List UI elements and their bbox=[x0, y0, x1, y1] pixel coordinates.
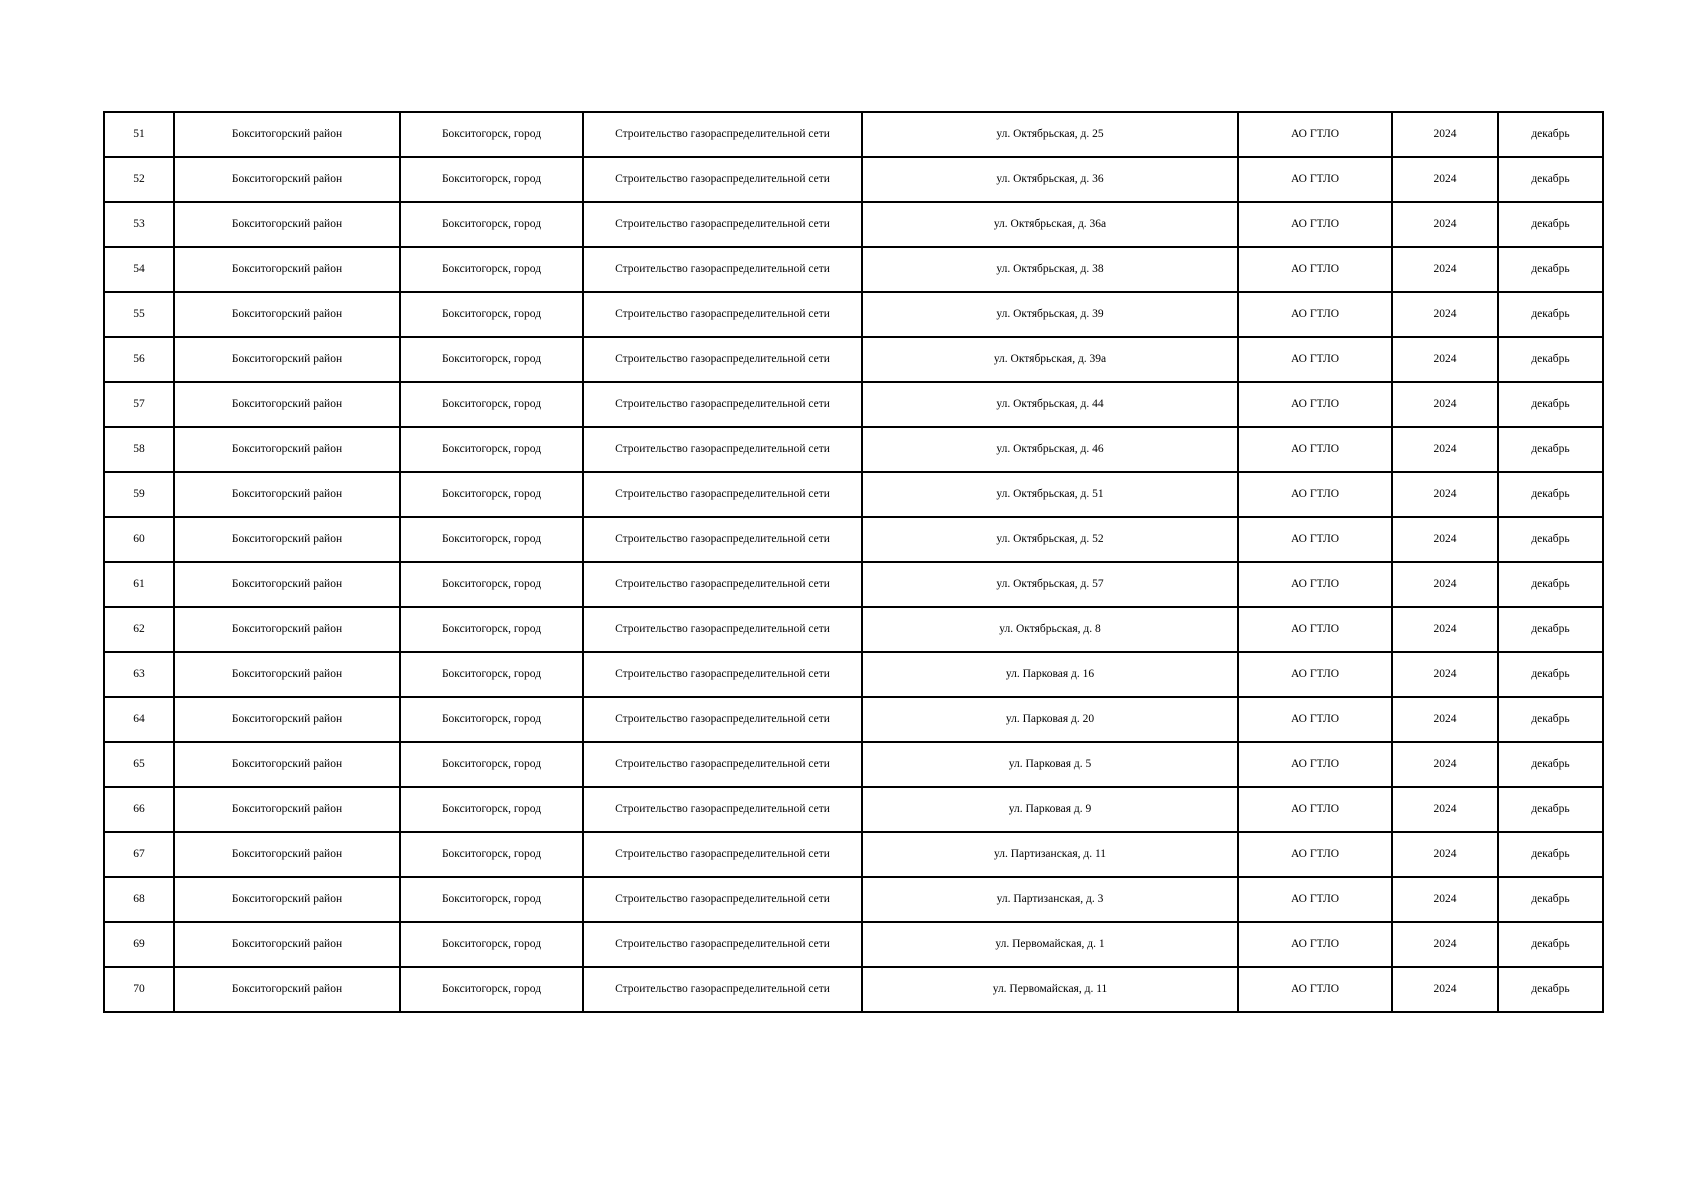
settlement-cell: Бокситогорск, город bbox=[400, 112, 583, 157]
contractor-cell: АО ГТЛО bbox=[1238, 427, 1392, 472]
work-type-cell: Строительство газораспределительной сети bbox=[583, 427, 862, 472]
settlement-cell: Бокситогорск, город bbox=[400, 517, 583, 562]
settlement-cell: Бокситогорск, город bbox=[400, 787, 583, 832]
table-row bbox=[104, 787, 1603, 832]
table-row bbox=[104, 697, 1603, 742]
settlement-cell: Бокситогорск, город bbox=[400, 337, 583, 382]
row-number-cell: 55 bbox=[104, 292, 174, 337]
settlement-cell: Бокситогорск, город bbox=[400, 922, 583, 967]
year-cell: 2024 bbox=[1392, 292, 1498, 337]
address-cell: ул. Первомайская, д. 11 bbox=[862, 967, 1238, 1012]
address-cell: ул. Октябрьская, д. 57 bbox=[862, 562, 1238, 607]
table-row bbox=[104, 922, 1603, 967]
year-cell: 2024 bbox=[1392, 697, 1498, 742]
month-cell: декабрь bbox=[1498, 652, 1603, 697]
row-number-cell: 67 bbox=[104, 832, 174, 877]
year-cell: 2024 bbox=[1392, 112, 1498, 157]
address-cell: ул. Октябрьская, д. 51 bbox=[862, 472, 1238, 517]
contractor-cell: АО ГТЛО bbox=[1238, 382, 1392, 427]
year-cell: 2024 bbox=[1392, 517, 1498, 562]
contractor-cell: АО ГТЛО bbox=[1238, 112, 1392, 157]
year-cell: 2024 bbox=[1392, 832, 1498, 877]
work-type-cell: Строительство газораспределительной сети bbox=[583, 697, 862, 742]
address-cell: ул. Парковая д. 9 bbox=[862, 787, 1238, 832]
district-cell: Бокситогорский район bbox=[174, 607, 400, 652]
district-cell: Бокситогорский район bbox=[174, 967, 400, 1012]
district-cell: Бокситогорский район bbox=[174, 427, 400, 472]
year-cell: 2024 bbox=[1392, 427, 1498, 472]
month-cell: декабрь bbox=[1498, 877, 1603, 922]
work-type-cell: Строительство газораспределительной сети bbox=[583, 337, 862, 382]
contractor-cell: АО ГТЛО bbox=[1238, 202, 1392, 247]
work-type-cell: Строительство газораспределительной сети bbox=[583, 517, 862, 562]
settlement-cell: Бокситогорск, город bbox=[400, 157, 583, 202]
month-cell: декабрь bbox=[1498, 427, 1603, 472]
row-number-cell: 66 bbox=[104, 787, 174, 832]
table-row bbox=[104, 832, 1603, 877]
table-row bbox=[104, 112, 1603, 157]
address-cell: ул. Октябрьская, д. 44 bbox=[862, 382, 1238, 427]
month-cell: декабрь bbox=[1498, 922, 1603, 967]
year-cell: 2024 bbox=[1392, 922, 1498, 967]
work-type-cell: Строительство газораспределительной сети bbox=[583, 652, 862, 697]
table-row bbox=[104, 877, 1603, 922]
contractor-cell: АО ГТЛО bbox=[1238, 517, 1392, 562]
settlement-cell: Бокситогорск, город bbox=[400, 202, 583, 247]
table-row bbox=[104, 517, 1603, 562]
settlement-cell: Бокситогорск, город bbox=[400, 742, 583, 787]
row-number-cell: 56 bbox=[104, 337, 174, 382]
work-type-cell: Строительство газораспределительной сети bbox=[583, 742, 862, 787]
settlement-cell: Бокситогорск, город bbox=[400, 382, 583, 427]
settlement-cell: Бокситогорск, город bbox=[400, 247, 583, 292]
district-cell: Бокситогорский район bbox=[174, 877, 400, 922]
table-row bbox=[104, 742, 1603, 787]
work-type-cell: Строительство газораспределительной сети bbox=[583, 247, 862, 292]
row-number-cell: 59 bbox=[104, 472, 174, 517]
contractor-cell: АО ГТЛО bbox=[1238, 337, 1392, 382]
table-row bbox=[104, 157, 1603, 202]
contractor-cell: АО ГТЛО bbox=[1238, 562, 1392, 607]
month-cell: декабрь bbox=[1498, 112, 1603, 157]
address-cell: ул. Октябрьская, д. 39 bbox=[862, 292, 1238, 337]
district-cell: Бокситогорский район bbox=[174, 697, 400, 742]
work-type-cell: Строительство газораспределительной сети bbox=[583, 202, 862, 247]
year-cell: 2024 bbox=[1392, 472, 1498, 517]
month-cell: декабрь bbox=[1498, 292, 1603, 337]
contractor-cell: АО ГТЛО bbox=[1238, 247, 1392, 292]
month-cell: декабрь bbox=[1498, 697, 1603, 742]
contractor-cell: АО ГТЛО bbox=[1238, 652, 1392, 697]
contractor-cell: АО ГТЛО bbox=[1238, 922, 1392, 967]
table-row bbox=[104, 427, 1603, 472]
year-cell: 2024 bbox=[1392, 337, 1498, 382]
contractor-cell: АО ГТЛО bbox=[1238, 292, 1392, 337]
month-cell: декабрь bbox=[1498, 967, 1603, 1012]
address-cell: ул. Октябрьская, д. 38 bbox=[862, 247, 1238, 292]
row-number-cell: 54 bbox=[104, 247, 174, 292]
year-cell: 2024 bbox=[1392, 247, 1498, 292]
month-cell: декабрь bbox=[1498, 517, 1603, 562]
settlement-cell: Бокситогорск, город bbox=[400, 832, 583, 877]
row-number-cell: 65 bbox=[104, 742, 174, 787]
district-cell: Бокситогорский район bbox=[174, 787, 400, 832]
address-cell: ул. Октябрьская, д. 36а bbox=[862, 202, 1238, 247]
address-cell: ул. Парковая д. 16 bbox=[862, 652, 1238, 697]
contractor-cell: АО ГТЛО bbox=[1238, 472, 1392, 517]
address-cell: ул. Октябрьская, д. 39а bbox=[862, 337, 1238, 382]
contractor-cell: АО ГТЛО bbox=[1238, 877, 1392, 922]
month-cell: декабрь bbox=[1498, 202, 1603, 247]
table-row bbox=[104, 382, 1603, 427]
month-cell: декабрь bbox=[1498, 382, 1603, 427]
address-cell: ул. Октябрьская, д. 8 bbox=[862, 607, 1238, 652]
district-cell: Бокситогорский район bbox=[174, 652, 400, 697]
row-number-cell: 58 bbox=[104, 427, 174, 472]
year-cell: 2024 bbox=[1392, 607, 1498, 652]
table-row bbox=[104, 337, 1603, 382]
district-cell: Бокситогорский район bbox=[174, 742, 400, 787]
work-type-cell: Строительство газораспределительной сети bbox=[583, 967, 862, 1012]
settlement-cell: Бокситогорск, город bbox=[400, 697, 583, 742]
table-row bbox=[104, 292, 1603, 337]
district-cell: Бокситогорский район bbox=[174, 382, 400, 427]
settlement-cell: Бокситогорск, город bbox=[400, 427, 583, 472]
work-type-cell: Строительство газораспределительной сети bbox=[583, 112, 862, 157]
row-number-cell: 62 bbox=[104, 607, 174, 652]
address-cell: ул. Парковая д. 20 bbox=[862, 697, 1238, 742]
address-cell: ул. Партизанская, д. 11 bbox=[862, 832, 1238, 877]
district-cell: Бокситогорский район bbox=[174, 562, 400, 607]
row-number-cell: 63 bbox=[104, 652, 174, 697]
settlement-cell: Бокситогорск, город bbox=[400, 472, 583, 517]
year-cell: 2024 bbox=[1392, 562, 1498, 607]
work-type-cell: Строительство газораспределительной сети bbox=[583, 877, 862, 922]
contractor-cell: АО ГТЛО bbox=[1238, 697, 1392, 742]
settlement-cell: Бокситогорск, город bbox=[400, 877, 583, 922]
district-cell: Бокситогорский район bbox=[174, 472, 400, 517]
year-cell: 2024 bbox=[1392, 877, 1498, 922]
address-cell: ул. Октябрьская, д. 36 bbox=[862, 157, 1238, 202]
row-number-cell: 53 bbox=[104, 202, 174, 247]
work-type-cell: Строительство газораспределительной сети bbox=[583, 787, 862, 832]
row-number-cell: 57 bbox=[104, 382, 174, 427]
contractor-cell: АО ГТЛО bbox=[1238, 607, 1392, 652]
work-type-cell: Строительство газораспределительной сети bbox=[583, 562, 862, 607]
table-row bbox=[104, 967, 1603, 1012]
table-row bbox=[104, 562, 1603, 607]
month-cell: декабрь bbox=[1498, 832, 1603, 877]
month-cell: декабрь bbox=[1498, 607, 1603, 652]
district-cell: Бокситогорский район bbox=[174, 517, 400, 562]
work-type-cell: Строительство газораспределительной сети bbox=[583, 922, 862, 967]
work-type-cell: Строительство газораспределительной сети bbox=[583, 472, 862, 517]
contractor-cell: АО ГТЛО bbox=[1238, 787, 1392, 832]
address-cell: ул. Партизанская, д. 3 bbox=[862, 877, 1238, 922]
work-type-cell: Строительство газораспределительной сети bbox=[583, 832, 862, 877]
settlement-cell: Бокситогорск, город bbox=[400, 607, 583, 652]
month-cell: декабрь bbox=[1498, 742, 1603, 787]
year-cell: 2024 bbox=[1392, 787, 1498, 832]
table-row bbox=[104, 652, 1603, 697]
row-number-cell: 52 bbox=[104, 157, 174, 202]
settlement-cell: Бокситогорск, город bbox=[400, 652, 583, 697]
contractor-cell: АО ГТЛО bbox=[1238, 157, 1392, 202]
year-cell: 2024 bbox=[1392, 652, 1498, 697]
month-cell: декабрь bbox=[1498, 472, 1603, 517]
year-cell: 2024 bbox=[1392, 742, 1498, 787]
work-type-cell: Строительство газораспределительной сети bbox=[583, 292, 862, 337]
contractor-cell: АО ГТЛО bbox=[1238, 967, 1392, 1012]
contractor-cell: АО ГТЛО bbox=[1238, 832, 1392, 877]
month-cell: декабрь bbox=[1498, 562, 1603, 607]
table-row bbox=[104, 202, 1603, 247]
address-cell: ул. Октябрьская, д. 46 bbox=[862, 427, 1238, 472]
district-cell: Бокситогорский район bbox=[174, 832, 400, 877]
district-cell: Бокситогорский район bbox=[174, 922, 400, 967]
work-type-cell: Строительство газораспределительной сети bbox=[583, 607, 862, 652]
row-number-cell: 69 bbox=[104, 922, 174, 967]
work-type-cell: Строительство газораспределительной сети bbox=[583, 382, 862, 427]
district-cell: Бокситогорский район bbox=[174, 247, 400, 292]
gas-network-schedule-table bbox=[103, 111, 1604, 1013]
row-number-cell: 60 bbox=[104, 517, 174, 562]
district-cell: Бокситогорский район bbox=[174, 292, 400, 337]
settlement-cell: Бокситогорск, город bbox=[400, 967, 583, 1012]
district-cell: Бокситогорский район bbox=[174, 202, 400, 247]
table-row bbox=[104, 607, 1603, 652]
month-cell: декабрь bbox=[1498, 337, 1603, 382]
year-cell: 2024 bbox=[1392, 202, 1498, 247]
address-cell: ул. Первомайская, д. 1 bbox=[862, 922, 1238, 967]
settlement-cell: Бокситогорск, город bbox=[400, 562, 583, 607]
row-number-cell: 61 bbox=[104, 562, 174, 607]
address-cell: ул. Октябрьская, д. 25 bbox=[862, 112, 1238, 157]
address-cell: ул. Октябрьская, д. 52 bbox=[862, 517, 1238, 562]
year-cell: 2024 bbox=[1392, 157, 1498, 202]
month-cell: декабрь bbox=[1498, 247, 1603, 292]
month-cell: декабрь bbox=[1498, 157, 1603, 202]
table-body bbox=[104, 112, 1603, 1012]
year-cell: 2024 bbox=[1392, 967, 1498, 1012]
row-number-cell: 51 bbox=[104, 112, 174, 157]
row-number-cell: 68 bbox=[104, 877, 174, 922]
month-cell: декабрь bbox=[1498, 787, 1603, 832]
table-row bbox=[104, 472, 1603, 517]
address-cell: ул. Парковая д. 5 bbox=[862, 742, 1238, 787]
settlement-cell: Бокситогорск, город bbox=[400, 292, 583, 337]
row-number-cell: 70 bbox=[104, 967, 174, 1012]
district-cell: Бокситогорский район bbox=[174, 157, 400, 202]
row-number-cell: 64 bbox=[104, 697, 174, 742]
district-cell: Бокситогорский район bbox=[174, 112, 400, 157]
table-row bbox=[104, 247, 1603, 292]
district-cell: Бокситогорский район bbox=[174, 337, 400, 382]
year-cell: 2024 bbox=[1392, 382, 1498, 427]
contractor-cell: АО ГТЛО bbox=[1238, 742, 1392, 787]
work-type-cell: Строительство газораспределительной сети bbox=[583, 157, 862, 202]
